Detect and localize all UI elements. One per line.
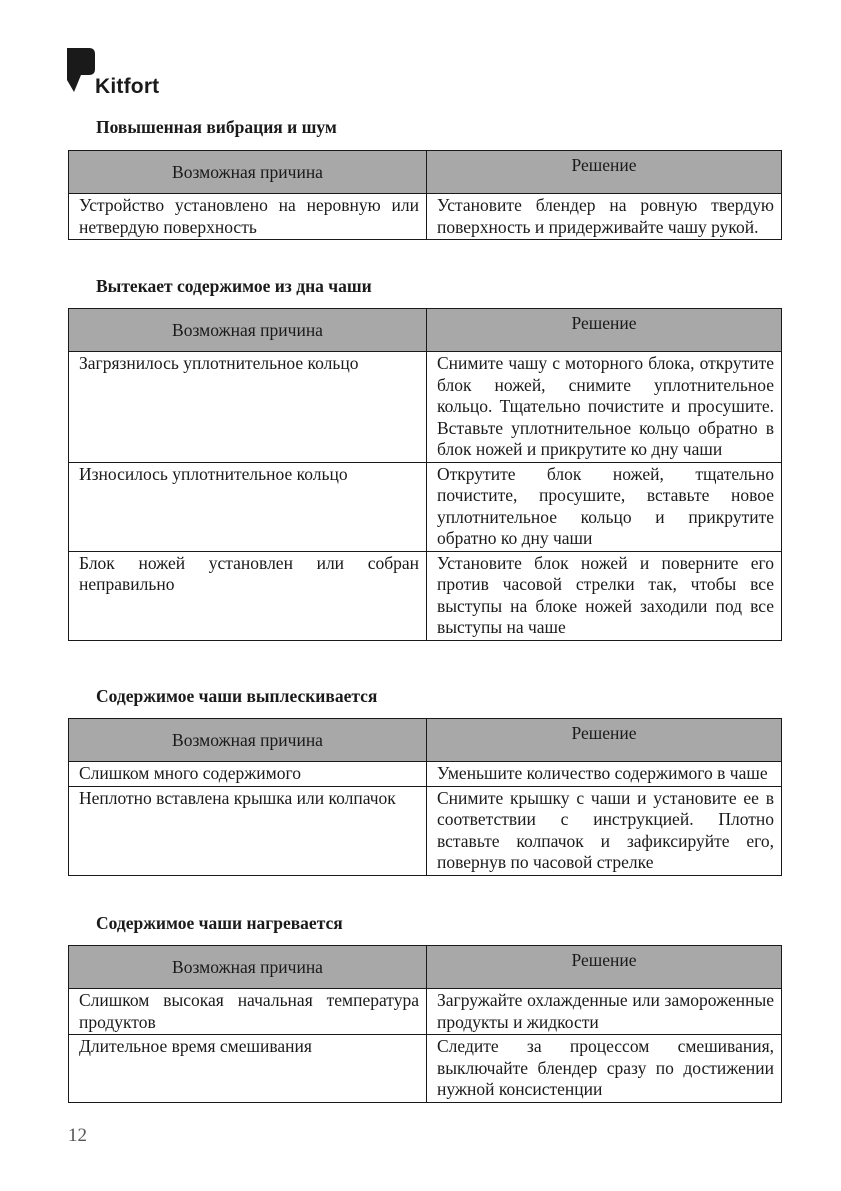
cause-cell: Слишком высокая начальная температура продуктов: [69, 989, 427, 1035]
section-title: Содержимое чаши выплескивается: [96, 686, 378, 706]
page-number: 12: [68, 1125, 87, 1146]
header-solution: Решение: [427, 309, 782, 352]
solution-cell: Снимите крышку с чаши и установите ее в соответствии с инструкцией. Плотно вставьте колпачок и зафиксируйте его, повернув по часовой стрелке: [427, 786, 782, 875]
solution-cell: Снимите чашу с моторного блока, открутите блок ножей, снимите уплотнительное кольцо. Тщательно почистите и просушите. Вставьте уплотнительное кольцо обратно в блок ножей и прикрутите ко дну чаши: [427, 352, 782, 463]
cause-cell: Загрязнилось уплотнительное кольцо: [69, 352, 427, 463]
troubleshooting-table: [68, 150, 782, 240]
table-row: [69, 762, 782, 787]
section-title: Повышенная вибрация и шум: [96, 117, 337, 137]
cause-cell: Износилось уплотнительное кольцо: [69, 462, 427, 551]
solution-cell: Открутите блок ножей, тщательно почистите, просушите, вставьте новое уплотнительное кольцо и прикрутите обратно ко дну чаши: [427, 462, 782, 551]
solution-cell: Уменьшите количество содержимого в чаше: [427, 762, 782, 787]
solution-cell: Установите блендер на ровную твердую поверхность и придерживайте чашу рукой.: [427, 194, 782, 240]
header-solution: Решение: [427, 151, 782, 194]
cause-cell: Неплотно вставлена крышка или колпачок: [69, 786, 427, 875]
table-row: [69, 551, 782, 640]
cause-cell: Длительное время смешивания: [69, 1035, 427, 1103]
header-solution: Решение: [427, 719, 782, 762]
table-header-row: [69, 719, 782, 762]
table-row: [69, 352, 782, 463]
table-header-row: [69, 946, 782, 989]
kitfort-logo: [67, 48, 187, 98]
table-header-row: [69, 151, 782, 194]
header-cause: Возможная причина: [69, 309, 427, 352]
kitfort-logo-icon: [67, 48, 95, 96]
troubleshooting-table: [68, 718, 782, 876]
table-header-row: [69, 309, 782, 352]
header-cause: Возможная причина: [69, 151, 427, 194]
table-row: [69, 989, 782, 1035]
header-cause: Возможная причина: [69, 946, 427, 989]
table-row: [69, 194, 782, 240]
section-title: Вытекает содержимое из дна чаши: [96, 276, 372, 296]
cause-cell: Слишком много содержимого: [69, 762, 427, 787]
header-cause: Возможная причина: [69, 719, 427, 762]
troubleshooting-table: [68, 945, 782, 1103]
table-row: [69, 1035, 782, 1103]
cause-cell: Блок ножей установлен или собран неправильно: [69, 551, 427, 640]
section-title: Содержимое чаши нагревается: [96, 913, 343, 933]
table-row: [69, 462, 782, 551]
troubleshooting-table: [68, 308, 782, 641]
solution-cell: Следите за процессом смешивания, выключайте блендер сразу по достижении нужной консистенции: [427, 1035, 782, 1103]
solution-cell: Установите блок ножей и поверните его против часовой стрелки так, чтобы все выступы на блоке ножей заходили под все выступы на чаше: [427, 551, 782, 640]
solution-cell: Загружайте охлажденные или замороженные продукты и жидкости: [427, 989, 782, 1035]
brand-name: Kitfort: [95, 75, 160, 98]
cause-cell: Устройство установлено на неровную или нетвердую поверхность: [69, 194, 427, 240]
table-row: [69, 786, 782, 875]
header-solution: Решение: [427, 946, 782, 989]
